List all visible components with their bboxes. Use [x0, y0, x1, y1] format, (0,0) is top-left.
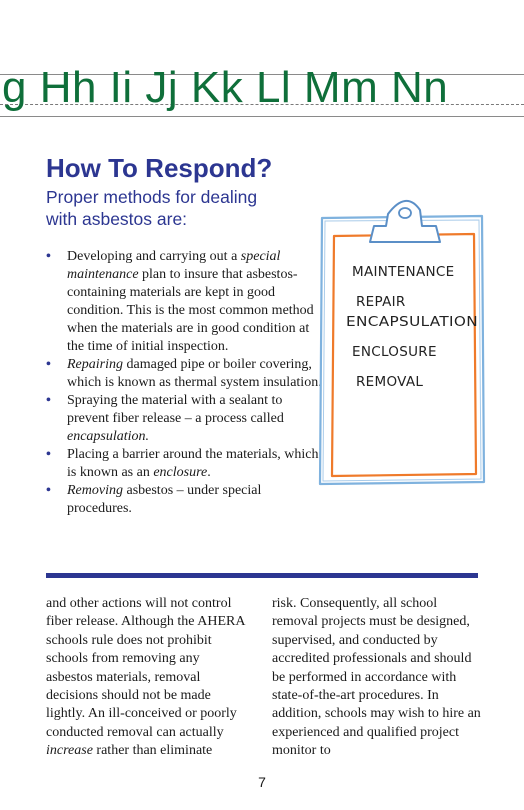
clipboard-item: ENCLOSURE	[352, 344, 437, 360]
bullet-emphasis: Removing	[67, 483, 123, 498]
bullet-text: Developing and carrying out a	[67, 249, 241, 264]
clipboard-clip	[370, 201, 440, 242]
response-methods-list	[46, 248, 322, 518]
list-item	[46, 248, 322, 356]
bullet-text: .	[207, 465, 211, 480]
list-item	[46, 356, 322, 392]
subheading-line-1: Proper methods for dealing	[46, 187, 258, 207]
bullet-icon: •	[46, 447, 51, 462]
alphabet-strip	[0, 60, 524, 130]
bullet-icon: •	[46, 249, 51, 264]
body-emphasis: increase	[46, 743, 93, 759]
body-column-left	[46, 595, 246, 761]
clipboard-illustration	[316, 196, 486, 486]
bullet-text: Spraying the material with a sealant to prevent fiber release – a process called	[67, 393, 284, 426]
clipboard-item: ENCAPSULATION	[346, 314, 478, 330]
clipboard-item: REMOVAL	[356, 374, 424, 390]
page-number: 7	[258, 774, 266, 790]
list-item	[46, 392, 322, 446]
bullet-text: damaged pipe or boiler covering, which is known as thermal system insulation.	[67, 357, 322, 390]
list-item	[46, 446, 322, 482]
bullet-emphasis: enclosure	[153, 465, 208, 480]
bullet-emphasis: Repairing	[67, 357, 123, 372]
body-text: rather than eliminate	[92, 743, 213, 759]
body-text: and other actions will not control fiber release. Although the AHERA schools rule does not prohibit schools from removing any asbestos materials, removal decisions should not be made lightly. An ill-conceived or poorly conducted removal can actually	[46, 596, 245, 740]
bullet-text: asbestos – under special procedures.	[67, 483, 262, 516]
bullet-text: Placing a barrier around the materials, which is known as an	[67, 447, 319, 480]
bullet-text: plan to insure that asbestos-containing materials are kept in good condition. This is the most common method when the materials are in good condition at the time of initial inspection.	[67, 267, 314, 354]
clipboard-item: REPAIR	[356, 294, 406, 310]
bullet-icon: •	[46, 357, 51, 372]
clipboard-item: MAINTENANCE	[352, 264, 455, 280]
guide-line-base	[0, 116, 524, 117]
alphabet-letters: g Hh Ii Jj Kk Ll Mm Nn	[2, 63, 449, 112]
bullet-icon: •	[46, 393, 51, 408]
section-divider	[46, 573, 478, 578]
bullet-emphasis: encapsulation.	[67, 429, 150, 444]
subheading-line-2: with asbestos are:	[46, 209, 188, 229]
list-item	[46, 482, 322, 518]
section-subheading	[46, 186, 296, 230]
section-heading: How To Respond?	[46, 153, 273, 183]
bullet-emphasis: special maintenance	[67, 249, 281, 282]
body-column-right: risk. Consequently, all school removal projects must be designed, supervised, and conducted by accredited professionals and should be performed in accordance with state-of-the-art procedures. In addition, schools may wish to hire an experienced and qualified project monitor to	[272, 596, 481, 759]
bullet-icon: •	[46, 483, 51, 498]
